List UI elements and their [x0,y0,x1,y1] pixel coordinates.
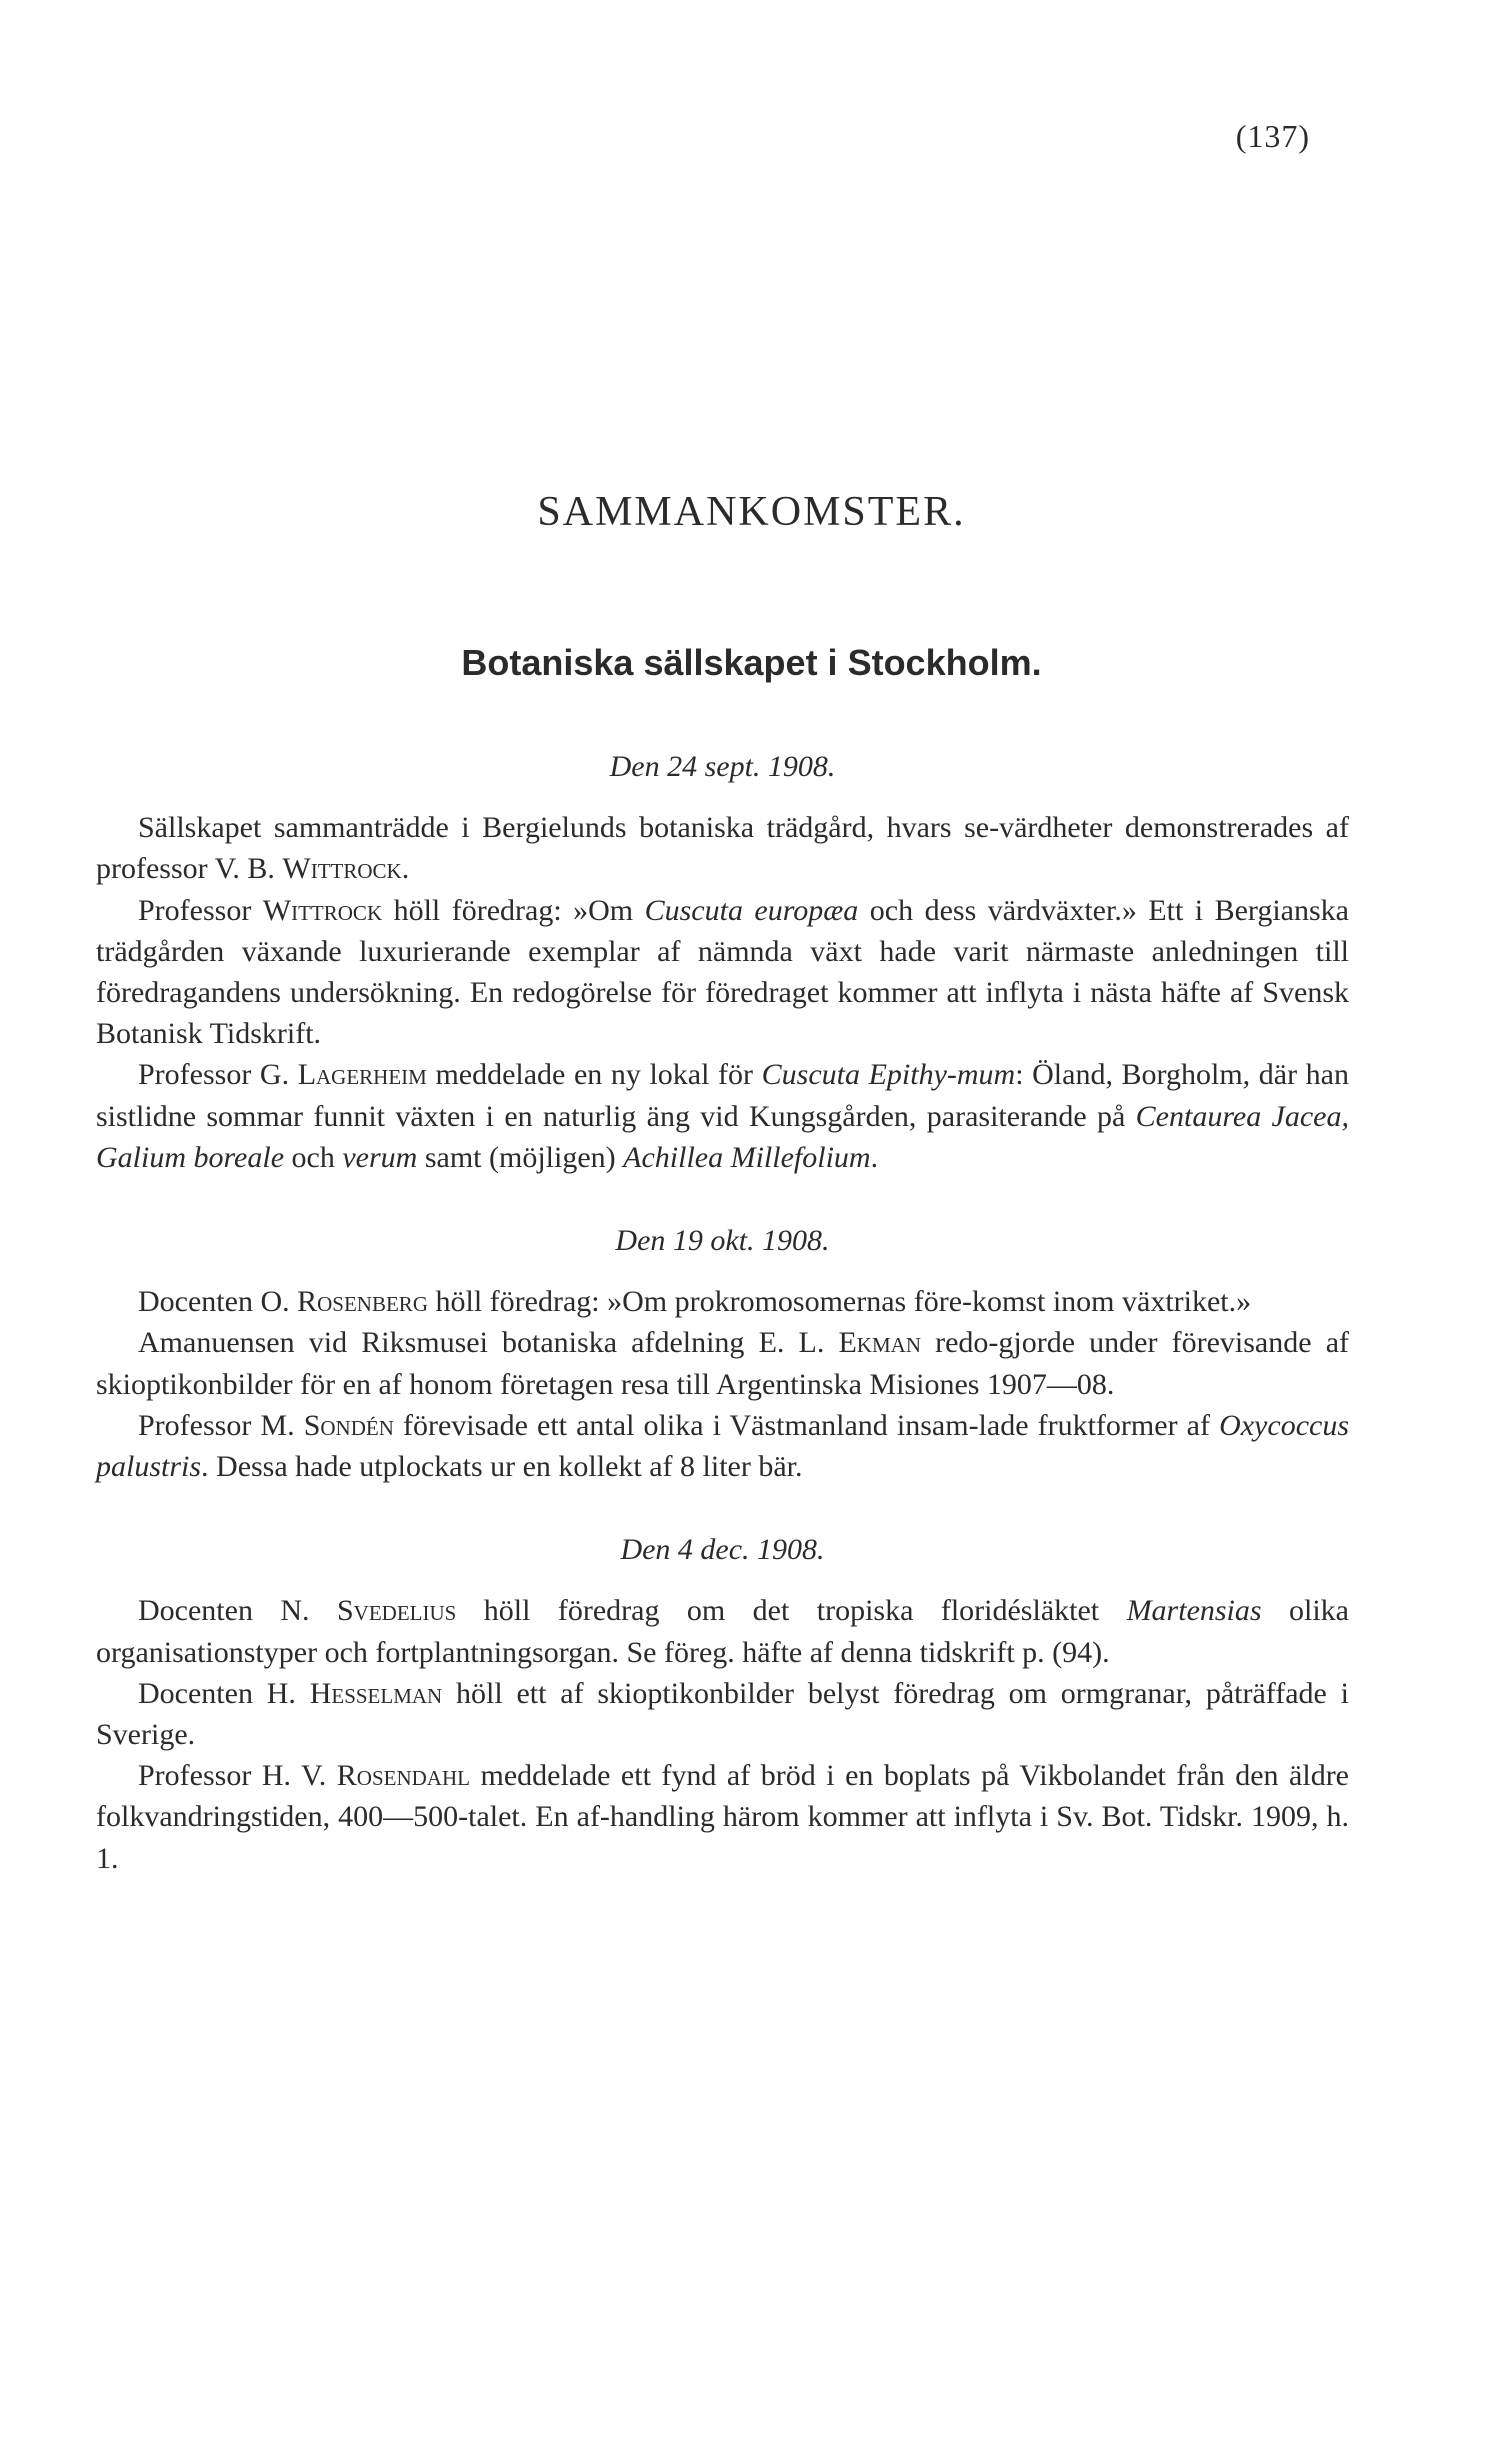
text-run: Docenten N. [138,1594,337,1628]
person-name: Rosenberg [297,1285,428,1319]
meeting-paragraph [96,890,1349,1055]
species-name: Centaurea Jacea, Galium boreale [96,1099,1349,1174]
person-name: Wittrock [282,852,402,886]
species-name: Achillea Millefolium [623,1140,871,1174]
text-run: samt (möjligen) [417,1140,624,1174]
page-number: (137) [1235,118,1310,154]
text-run: förevisade ett antal olika i Västmanland insam-lade fruktformer af [393,1408,1220,1442]
meeting-paragraph [96,1673,1349,1755]
text-run: . [870,1140,879,1174]
text-run: Professor H. V. [138,1759,337,1793]
meeting-paragraph [96,1405,1349,1487]
species-name: verum [342,1140,418,1174]
meeting-paragraph [96,1281,1349,1322]
text-run: meddelade en ny lokal för [426,1058,762,1092]
species-name: Martensias [1126,1594,1262,1628]
person-name: Hesselman [309,1676,443,1710]
text-run: höll föredrag: »Om [382,893,645,927]
meeting-date: Den 4 dec. 1908. [620,1533,825,1567]
text-run: Amanuensen vid Riksmusei botaniska afdelning E. L. [138,1326,839,1360]
person-name: Svedelius [336,1594,457,1628]
meeting-date: Den 24 sept. 1908. [609,750,836,783]
text-run: Professor M. [138,1408,304,1442]
text-run: och dess värdväxter.» Ett i Bergianska trädgården växande luxurierande exemplar af nämnda växt hade varit närmaste anledningen till föredragandens undersökning. En redogörelse för föredraget kommer att inflyta i nästa häfte af Svensk Botanisk Tidskrift. [96,893,1349,1051]
person-name: Lagerheim [297,1058,427,1092]
person-name: Sondén [303,1408,394,1442]
meeting-paragraph [96,1590,1349,1672]
meeting-paragraph [96,807,1349,889]
person-name: Rosendahl [336,1759,470,1793]
meeting-records [96,706,1349,1879]
text-run: höll föredrag: »Om prokromosomernas före-komst inom växtriket.» [427,1285,1252,1319]
species-name: Cuscuta europæa [644,893,859,927]
meeting-section [96,746,1349,1178]
text-run: Docenten H. [138,1676,310,1710]
person-name: Wittrock [262,893,383,927]
text-run: meddelade ett fynd af bröd i en boplats på Vikbolandet från den äldre folkvandringstiden, 400—500-talet. En af-handling härom kommer att inflyta i Sv. Bot. Tidskr. 1909, h. 1. [96,1759,1349,1875]
text-run: Docenten O. [138,1285,298,1319]
text-run: redo-gjorde under förevisande af skioptikonbilder för en af honom företagen resa till Argentinska Misiones 1907—08. [96,1326,1349,1401]
text-run: : Öland, Borgholm, där han sistlidne sommar funnit växten i en naturlig äng vid Kungsgården, parasiterande på [96,1058,1349,1133]
text-run: höll föredrag om det tropiska floridésläktet [456,1594,1127,1628]
text-run: Professor G. [138,1058,298,1092]
meeting-paragraph [96,1054,1349,1178]
meeting-paragraph [96,1322,1349,1404]
species-name: Oxycoccus palustris [96,1408,1349,1484]
meeting-date: Den 19 okt. 1908. [615,1224,830,1258]
meeting-section [96,1220,1349,1487]
society-heading: Botaniska sällskapet i Stockholm. [461,642,1042,683]
text-run: höll ett af skioptikonbilder belyst föredrag om ormgranar, påträffade i Sverige. [96,1676,1349,1752]
text-run: Sällskapet sammanträdde i Bergielunds botaniska trädgård, hvars se-värdheter demonstrerades af professor V. B. [96,811,1349,886]
text-run: olika organisationstyper och fortplantningsorgan. Se föreg. häfte af denna tidskrift p. (94). [96,1594,1349,1669]
meeting-section [96,1529,1349,1879]
person-name: Ekman [838,1326,921,1360]
text-run: . Dessa hade utplockats ur en kollekt af 8 liter bär. [201,1450,803,1484]
meeting-paragraph [96,1755,1349,1879]
species-name: Cuscuta Epithy-mum [761,1058,1016,1092]
page-title: SAMMANKOMSTER. [537,489,966,535]
text-run: Professor [138,893,263,927]
text-run: . [401,852,410,886]
text-run: och [284,1140,343,1174]
